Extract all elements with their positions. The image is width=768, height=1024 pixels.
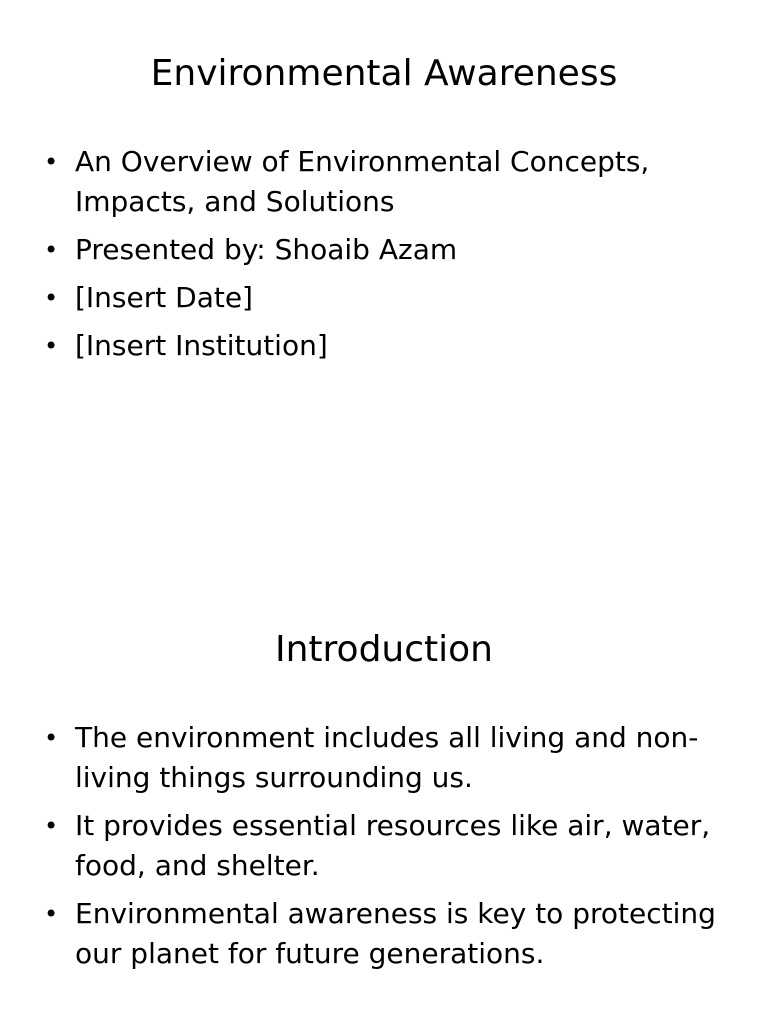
- bullet-item: [44, 806, 724, 886]
- bullet-dot-icon: •: [44, 284, 59, 312]
- slide-title: Environmental Awareness: [150, 53, 618, 94]
- bullet-item: [44, 230, 724, 270]
- bullet-dot-icon: •: [44, 900, 59, 928]
- bullet-text: Environmental awareness is key to protecting our planet for future generations.: [75, 897, 716, 970]
- bullet-item: [44, 326, 724, 366]
- bullet-dot-icon: •: [44, 148, 59, 176]
- slide-introduction: [0, 576, 768, 1024]
- bullet-item: [44, 718, 724, 798]
- bullet-dot-icon: •: [44, 332, 59, 360]
- bullet-dot-icon: •: [44, 724, 59, 752]
- bullet-list: [44, 142, 724, 374]
- bullet-text: Presented by: Shoaib Azam: [75, 233, 458, 266]
- bullet-text: An Overview of Environmental Concepts, Impacts, and Solutions: [75, 145, 650, 218]
- bullet-item: [44, 278, 724, 318]
- bullet-dot-icon: •: [44, 812, 59, 840]
- bullet-text: [Insert Institution]: [75, 329, 328, 362]
- bullet-list: [44, 718, 724, 982]
- slide-title: Introduction: [274, 629, 493, 670]
- bullet-item: [44, 894, 724, 974]
- bullet-text: [Insert Date]: [75, 281, 253, 314]
- bullet-text: It provides essential resources like air, water, food, and shelter.: [75, 809, 711, 882]
- bullet-item: [44, 142, 724, 222]
- bullet-dot-icon: •: [44, 236, 59, 264]
- bullet-text: The environment includes all living and non-living things surrounding us.: [75, 721, 699, 794]
